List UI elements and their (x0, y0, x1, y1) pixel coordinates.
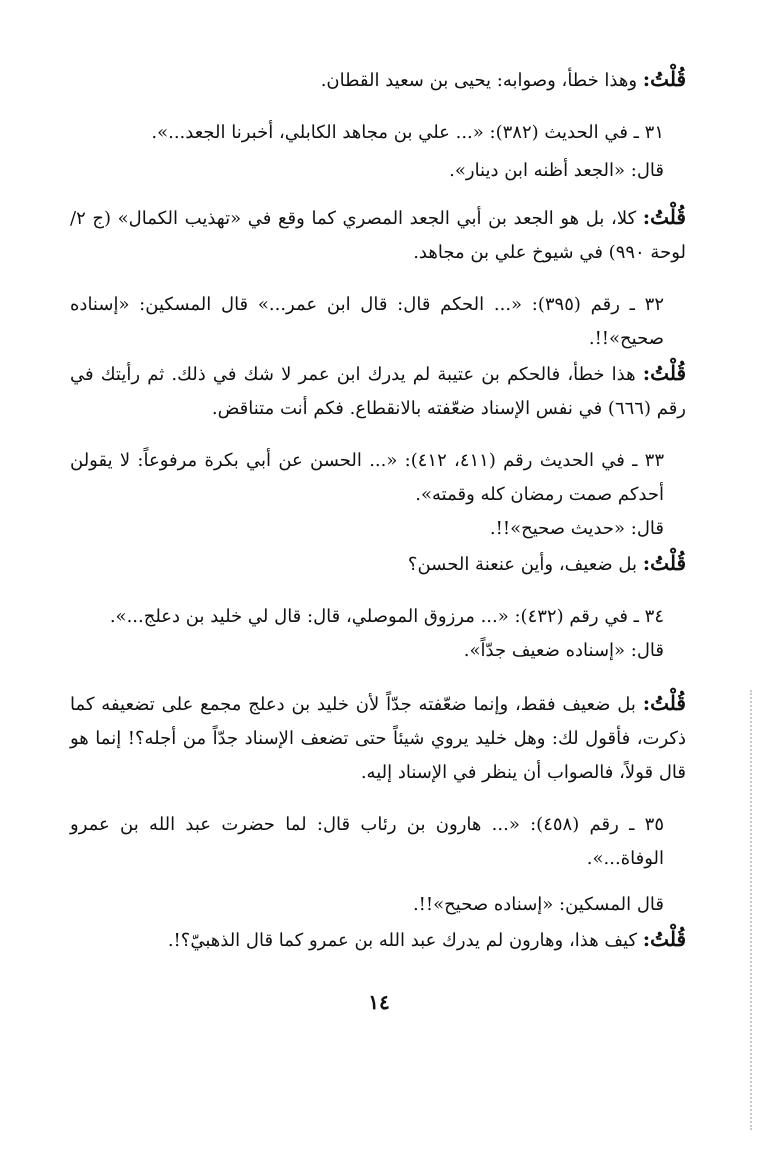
paragraph-1 (70, 62, 686, 98)
paragraph-text: كيف هذا، وهارون لم يدرك عبد الله بن عمرو كما قال الذهبيّ؟!. (167, 930, 638, 951)
qult-label: قُلْتُ: (642, 691, 686, 715)
hadith-35 (70, 808, 686, 876)
hadith-34 (70, 600, 686, 634)
qult-label: قُلْتُ: (642, 361, 686, 385)
paragraph-text: ٣١ ـ في الحديث (٣٨٢): «... علي بن مجاهد الكابلي، أخبرنا الجعد...». (151, 122, 664, 143)
paragraph-text: بل ضعيف، وأين عنعنة الحسن؟ (407, 554, 638, 575)
scan-edge-mark (748, 690, 752, 1130)
qult-label: قُلْتُ: (642, 205, 686, 229)
qala-34 (70, 634, 686, 668)
paragraph-text: وهذا خطأ، وصوابه: يحيى بن سعيد القطان. (320, 70, 638, 91)
paragraph-text: ٣٣ ـ في الحديث رقم (٤١١، ٤١٢): «... الحسن عن أبي بكرة مرفوعاً: لا يقولن أحدكم صمت رمضان كله وقمته». (70, 450, 664, 505)
paragraph-text: قال: «إسناده ضعيف جدّاً». (463, 640, 664, 661)
hadith-33 (70, 444, 686, 512)
page-body (70, 62, 686, 958)
qult-label: قُلْتُ: (642, 551, 686, 575)
qult-34 (70, 686, 686, 790)
qult-label: قُلْتُ: (642, 67, 686, 91)
qult-33 (70, 546, 686, 582)
paragraph-text: ٣٢ ـ رقم (٣٩٥): «... الحكم قال: قال ابن عمر...» قال المسكين: «إسناده صحيح»!!. (70, 294, 664, 349)
paragraph-text: قال: «حديث صحيح»!!. (489, 518, 664, 539)
hadith-32 (70, 288, 686, 356)
paragraph-text: كلا، بل هو الجعد بن أبي الجعد المصري كما وقع في «تهذيب الكمال» (ج ٢/لوحة ٩٩٠) في شيوخ علي بن مجاهد. (70, 208, 686, 263)
qala-35 (70, 888, 686, 922)
paragraph-text: ٣٥ ـ رقم (٤٥٨): «... هارون بن رئاب قال: لما حضرت عبد الله بن عمرو الوفاة...». (70, 814, 664, 869)
qala-33 (70, 512, 686, 546)
qala-31 (70, 154, 686, 188)
paragraph-text: بل ضعيف فقط، وإنما ضعّفته جدّاً لأن خليد بن دعلج مجمع على تضعيفه كما ذكرت، فأقول لك: وهل خليد يروي شيئاً حتى تضعف الإسناد جدّاً من أجله؟! إنما هو قال قولاً، فالصواب أن ينظر في الإسناد إليه. (70, 694, 686, 783)
paragraph-text: ٣٤ ـ في رقم (٤٣٢): «... مرزوق الموصلي، قال: قال لي خليد بن دعلج...». (109, 606, 664, 627)
qult-label: قُلْتُ: (642, 927, 686, 951)
paragraph-text: قال: «الجعد أظنه ابن دينار». (449, 160, 664, 181)
paragraph-text: قال المسكين: «إسناده صحيح»!!. (412, 894, 664, 915)
page-number: ١٤ (368, 990, 390, 1014)
hadith-31 (70, 116, 686, 150)
qult-35 (70, 922, 686, 958)
qult-32 (70, 356, 686, 426)
qult-31 (70, 200, 686, 270)
paragraph-text: هذا خطأ، فالحكم بن عتيبة لم يدرك ابن عمر لا شك في ذلك. ثم رأيتك في رقم (٦٦٦) في نفس الإسناد ضعّفته بالانقطاع. فكم أنت متناقض. (70, 364, 686, 419)
